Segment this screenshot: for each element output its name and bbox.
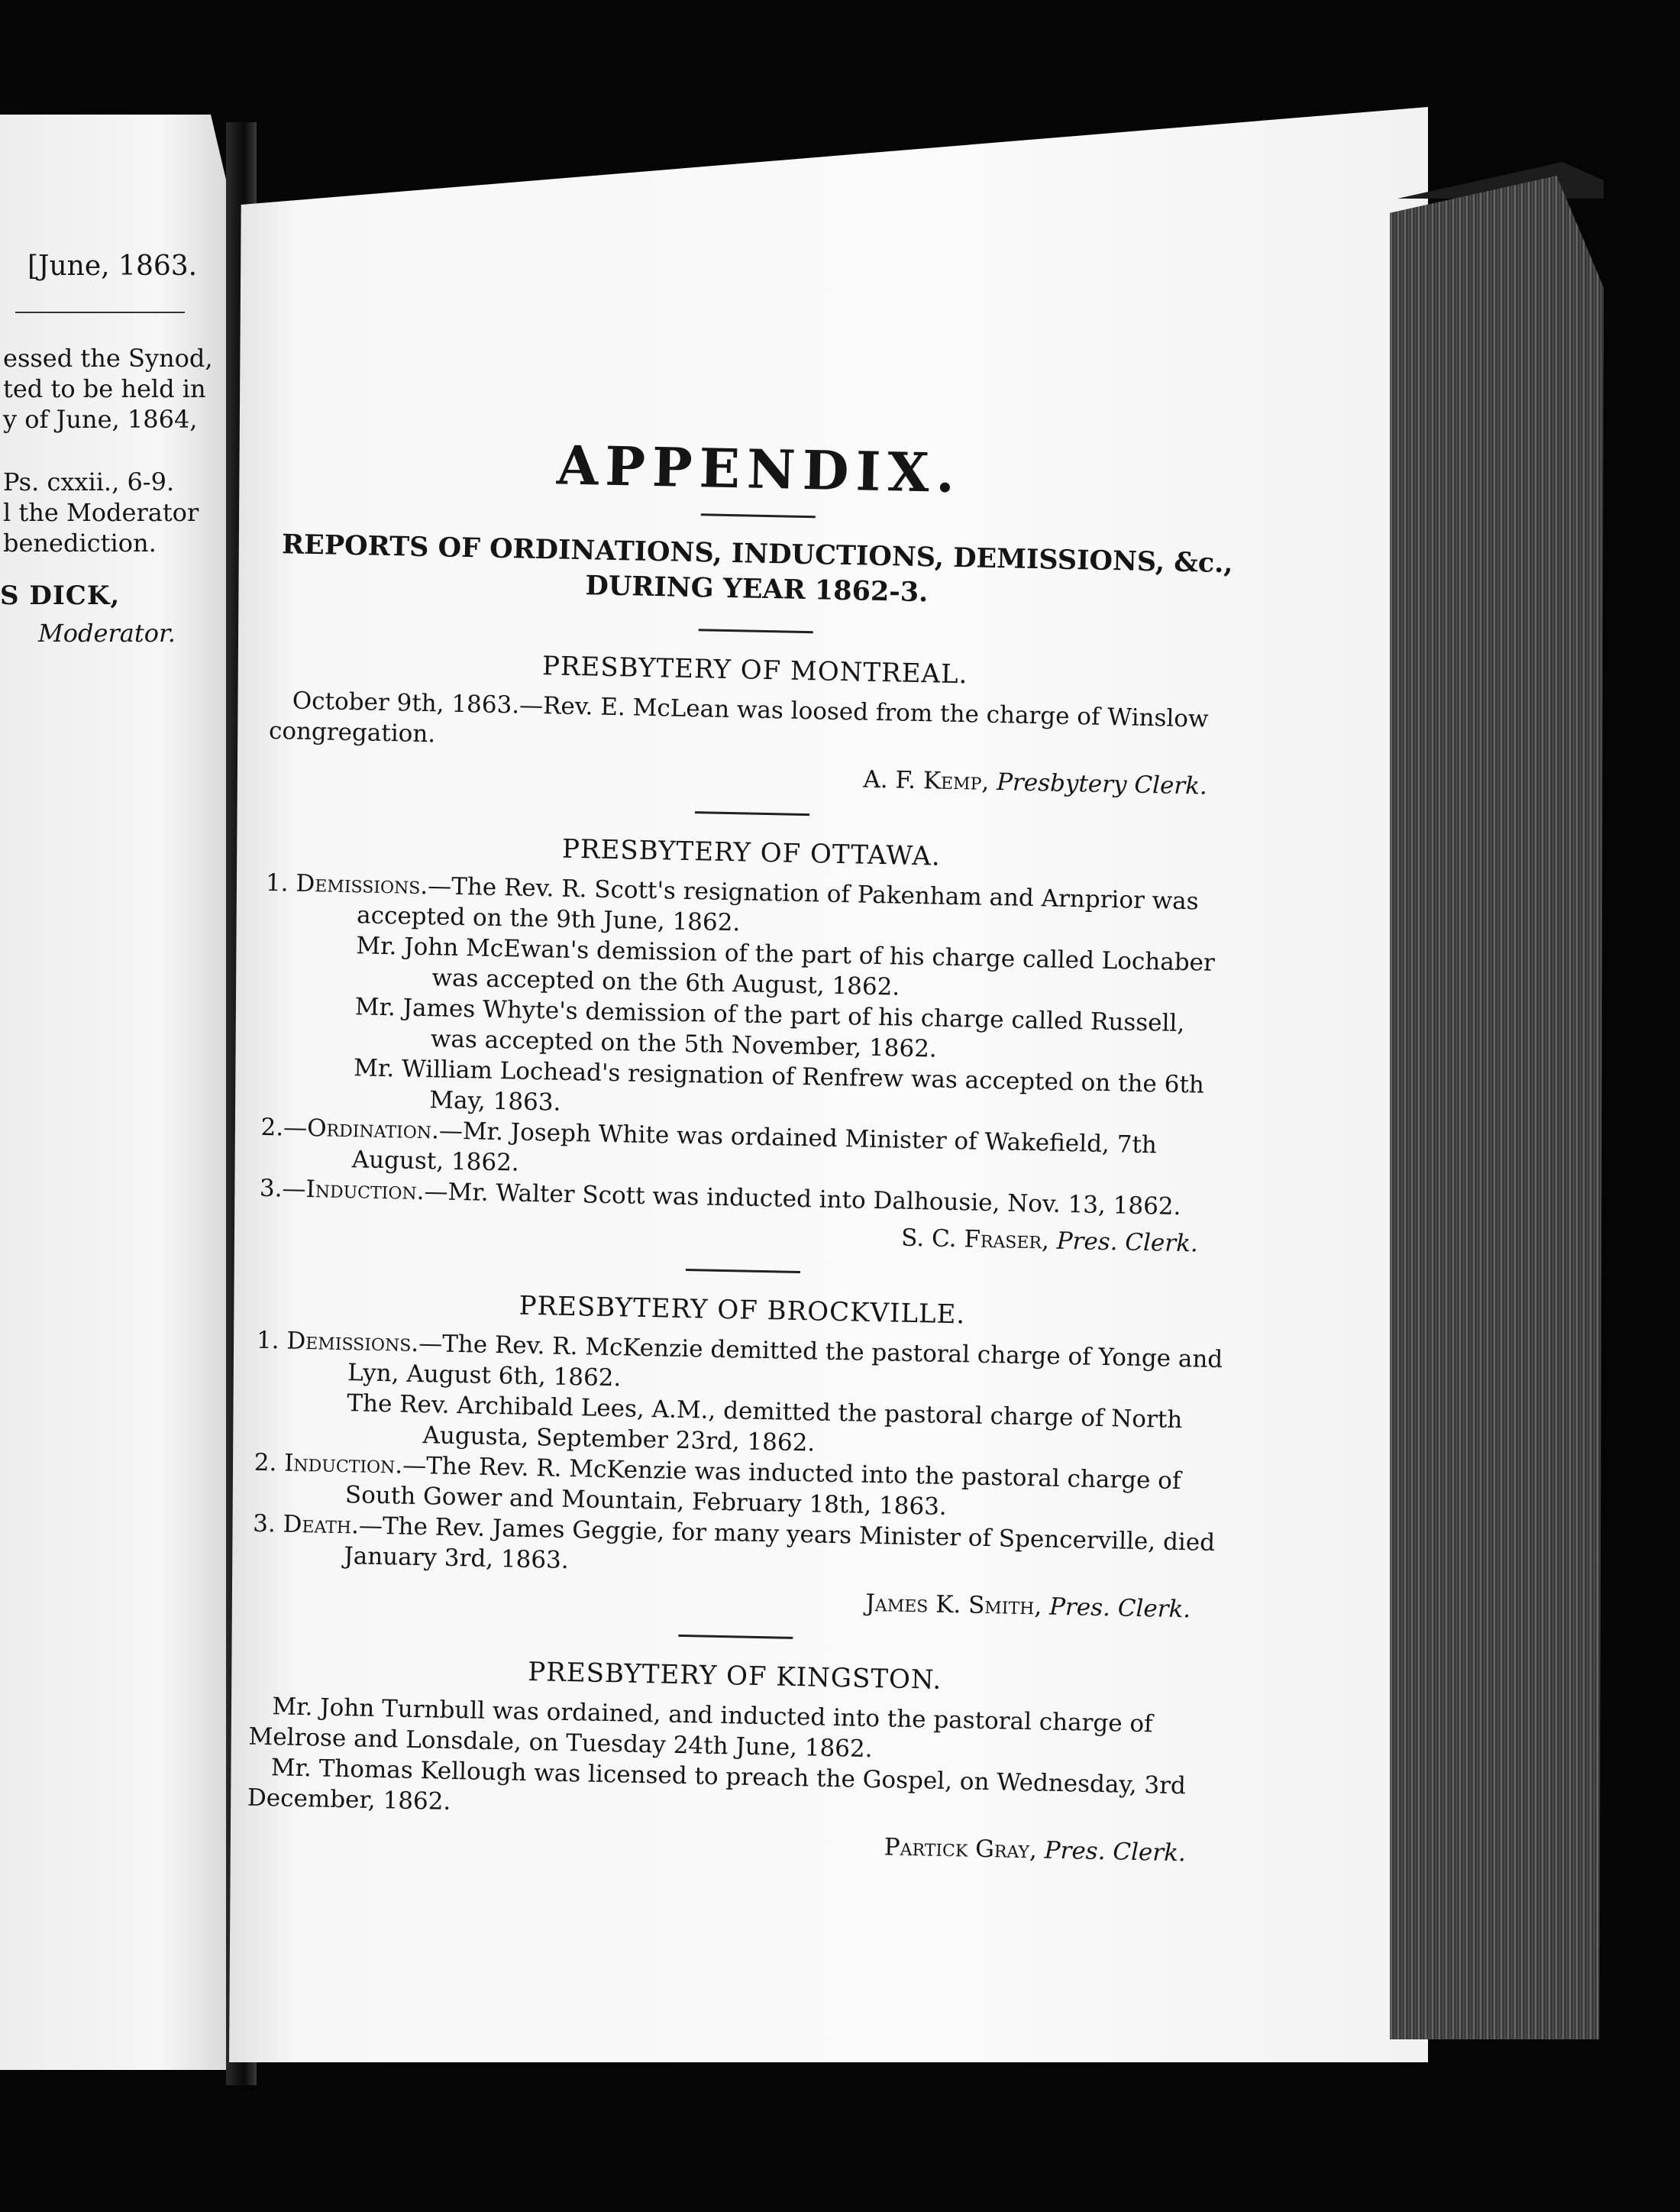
appendix-content — [247, 428, 1245, 1868]
clerk-role: Pres. Clerk. — [1056, 1227, 1199, 1258]
item-text: —The Rev. R. McKenzie was inducted into the pastoral charge of South Gower and Mountain, February 18th, 1863. — [344, 1451, 1181, 1521]
item-number: 1. — [256, 1326, 279, 1355]
item-text: —Mr. Joseph White was ordained Minister of Wakefield, 7th August, 1862. — [351, 1117, 1158, 1177]
report-paragraph: October 9th, 1863.—Rev. E. McLean was loosed from the charge of Winslow congregation. — [268, 687, 1209, 749]
item-number: 3. — [252, 1509, 276, 1538]
report-subitem: Mr. James Whyte's demission of the part of his charge called Russell, was accepted on the 5th November, 1862. — [354, 993, 1185, 1063]
item-text: —The Rev. R. McKenzie demitted the pastoral charge of Yonge and Lyn, August 6th, 1862. — [347, 1330, 1223, 1392]
item-category: Induction. — [283, 1449, 403, 1480]
section-ottawa — [259, 828, 1237, 1258]
clerk-role: Pres. Clerk. — [1048, 1593, 1191, 1624]
clerk-name: Partick Gray, — [884, 1833, 1038, 1864]
left-page-rule — [15, 312, 185, 313]
section-rule — [686, 1269, 800, 1273]
section-heading: PRESBYTERY OF OTTAWA. — [561, 833, 942, 872]
clerk-name: A. F. Kemp, — [863, 765, 990, 796]
item-number: 2.— — [260, 1113, 308, 1143]
report-subitem: Mr. William Lochead's resignation of Renfrew was accepted on the 6th May, 1863. — [353, 1054, 1205, 1117]
item-text: —Mr. Walter Scott was inducted into Dalhousie, Nov. 13, 1862. — [424, 1178, 1181, 1221]
subtitle-line: REPORTS OF ORDINATIONS, INDUCTIONS, DEMISSIONS, &c., — [281, 529, 1233, 580]
clerk-name: James K. Smith, — [865, 1589, 1042, 1621]
section-montreal — [268, 645, 1240, 800]
left-page-line: Ps. cxxii., 6-9. — [3, 467, 175, 496]
left-page-line: ted to be held in — [3, 374, 206, 403]
left-page-signature-title: Moderator. — [38, 619, 176, 648]
section-rule — [699, 629, 813, 633]
item-category: Death. — [283, 1510, 360, 1540]
report-paragraph: Mr. Thomas Kellough was licensed to preach the Gospel, on Wednesday, 3rd December, 1862. — [247, 1754, 1187, 1816]
item-number: 1. — [265, 868, 289, 897]
item-category: Ordination. — [306, 1114, 440, 1145]
item-category: Demissions. — [286, 1327, 419, 1358]
left-page-line: y of June, 1864, — [3, 405, 198, 434]
left-page-line: benediction. — [3, 529, 157, 558]
subtitle-line: DURING YEAR 1862-3. — [585, 570, 929, 609]
item-number: 3.— — [259, 1174, 306, 1204]
item-category: Induction. — [305, 1176, 425, 1206]
section-kingston — [247, 1651, 1220, 1868]
clerk-name: S. C. Fraser, — [900, 1224, 1050, 1255]
section-rule — [695, 811, 809, 816]
clerk-role: Presbytery Clerk. — [996, 768, 1208, 800]
report-subitem: The Rev. Archibald Lees, A.M., demitted the pastoral charge of North Augusta, September 23rd, 1862. — [347, 1389, 1183, 1457]
title-rule — [701, 513, 816, 518]
item-category: Demissions. — [296, 869, 428, 901]
section-rule — [678, 1635, 793, 1639]
section-heading: PRESBYTERY OF BROCKVILLE. — [519, 1290, 966, 1331]
page-subtitle — [272, 527, 1243, 616]
page-edges — [1390, 176, 1604, 2039]
report-subitem: Mr. John McEwan's demission of the part of his charge called Lochaber was accepted on the 6th August, 1862. — [356, 932, 1216, 1001]
item-text: —The Rev. James Geggie, for many years Minister of Spencerville, died January 3rd, 1863. — [344, 1512, 1216, 1575]
clerk-role: Pres. Clerk. — [1044, 1836, 1187, 1868]
report-paragraph: Mr. John Turnbull was ordained, and inducted into the pastoral charge of Melrose and Lonsdale, on Tuesday 24th June, 1862. — [248, 1693, 1153, 1764]
left-page-line: essed the Synod, — [3, 344, 213, 373]
section-heading: PRESBYTERY OF KINGSTON. — [527, 1656, 942, 1696]
page-title: APPENDIX. — [556, 433, 962, 506]
left-page-header: [June, 1863. — [27, 251, 198, 282]
left-page-line: l the Moderator — [3, 498, 199, 527]
left-page-signature-name: S DICK, — [0, 580, 121, 611]
section-brockville — [251, 1285, 1227, 1624]
section-heading: PRESBYTERY OF MONTREAL. — [541, 651, 968, 690]
item-number: 2. — [254, 1448, 277, 1477]
item-text: —The Rev. R. Scott's resignation of Pakenham and Arnprior was accepted on the 9th June, 1862. — [356, 872, 1199, 937]
